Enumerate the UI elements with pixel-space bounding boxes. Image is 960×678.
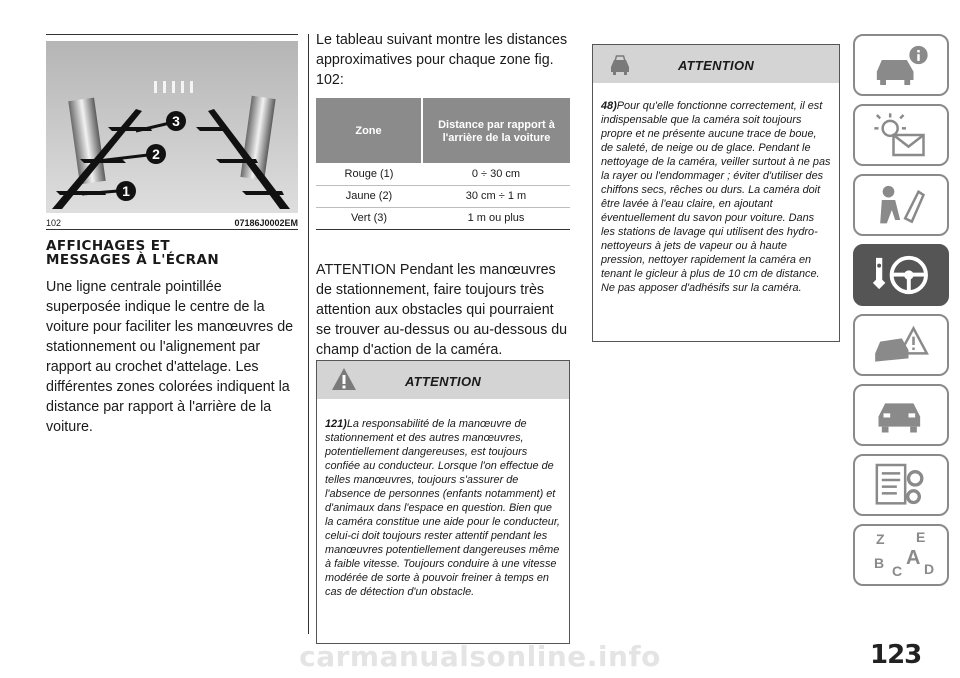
index-letter: D [924,561,935,577]
section-title-line1: AFFICHAGES ET [46,238,170,254]
tab-car-service[interactable] [853,384,949,446]
table-cell-zone: Jaune (2) [316,185,422,207]
tab-starting-driving[interactable] [853,244,949,306]
tab-car-info[interactable] [853,34,949,96]
index-letters-icon [866,530,936,580]
table-header-zone: Zone [316,98,422,163]
top-rule [46,34,298,35]
section-title [46,239,298,267]
table-cell-distance: 0 ÷ 30 cm [422,163,570,185]
tab-specifications[interactable] [853,454,949,516]
table-row [316,207,570,229]
index-letter: A [906,547,921,569]
tab-warning-lights[interactable] [853,104,949,166]
svg-text:2: 2 [152,146,160,162]
car-info-icon [866,40,936,90]
table-header-distance: Distance par rapport à l'arrière de la voiture [422,98,570,163]
index-letter: C [892,563,903,579]
warning-header [593,45,839,83]
section-body: Une ligne centrale pointillée superposée indique le centre de la voiture pour faciliter les manœuvres de stationnement ou l'alignement par rapport au crochet d'attelage. Les différentes zones colorées indiquent la distance par rapport à l'arrière de la voiture. [46,279,294,435]
car-service-icon [866,390,936,440]
attention-paragraph: ATTENTION Pendant les manœuvres de stationnement, faire toujours très attention aux obstacles qui pourraient se trouver au-dessus ou au-dessous du champ d'action de la caméra. [316,262,568,358]
warning-title: ATTENTION [404,374,482,389]
left-column [46,34,298,435]
warning-lights-icon [866,110,936,160]
warning-header [317,361,569,399]
parking-camera-illustration [46,41,298,213]
table-row [316,185,570,207]
table-row [316,163,570,185]
figure-caption [46,216,298,230]
tab-safety[interactable] [853,174,949,236]
index-letter: Z [876,531,885,547]
middle-column [316,30,570,358]
warning-body [317,399,569,599]
section-title-line2: MESSAGES À L'ÉCRAN [46,252,220,268]
emergency-icon [866,320,936,370]
safety-airbag-icon [866,180,936,230]
warning-box-responsibility [316,360,570,644]
warning-ref: 121) [325,418,347,430]
svg-text:3: 3 [172,113,180,129]
figure-code: 07186J0002EM [234,218,298,228]
warning-body [593,83,839,295]
distance-table [316,98,570,230]
warning-text: Pour qu'elle fonctionne correctement, il est indispensable que la caméra soit toujours propre et ne présente aucune trace de boue, de saleté, de neige ou de glace. Pendant le nettoyage de la caméra, veiller surtout à ne pas la rayer ou l'endommager ; éviter d'utiliser des chiffons secs, rêches ou durs. La caméra doit être lavée à l'eau claire, en ajoutant éventuellement du savon pour voiture. Dans les stations de lavage qui utilisent des hydro-nettoyeurs à jets de vapeur ou à haute pression, nettoyer rapidement la caméra en tenant le gicleur à plus de 10 cm de distance. Ne pas apposer d'adhésifs sur la caméra. [601,100,831,294]
figure-number: 102 [46,218,62,228]
warning-box-cleaning [592,44,840,342]
watermark: carmanualsonline.info [299,640,661,673]
tab-index[interactable] [853,524,949,586]
column-divider [308,34,309,634]
svg-text:1: 1 [122,183,130,199]
table-cell-distance: 1 m ou plus [422,207,570,229]
specs-gear-icon [866,460,936,510]
index-letter: B [874,555,885,571]
page-number: 123 [870,640,922,670]
table-header-row [316,98,570,163]
tab-emergency[interactable] [853,314,949,376]
table-cell-zone: Rouge (1) [316,163,422,185]
warning-title: ATTENTION [677,58,755,73]
table-cell-zone: Vert (3) [316,207,422,229]
steering-key-icon [861,250,941,300]
table-cell-distance: 30 cm ÷ 1 m [422,185,570,207]
warning-ref: 48) [601,100,617,112]
warning-text: La responsabilité de la manœuvre de stationnement et des autres manœuvres, potentiellement dangereuses, est toujours confiée au conducteur. Lorsque l'on effectue de telles manœuvres, toujours s'assurer de l'absence de personnes (enfants notamment) et d'animaux dans l'espace en question. Bien que la caméra constitue une aide pour le conducteur, celui-ci doit toujours rester attentif pendant les manœuvres potentiellement dangereuses même à faible vitesse. Toujours conduire à une vitesse modérée de sorte à pouvoir freiner à temps en cas de détection d'un obstacle. [325,418,560,598]
index-letter: E [916,530,926,545]
table-intro: Le tableau suivant montre les distances approximatives pour chaque zone fig. 102: [316,32,568,88]
camera-guidelines-figure [46,41,298,213]
